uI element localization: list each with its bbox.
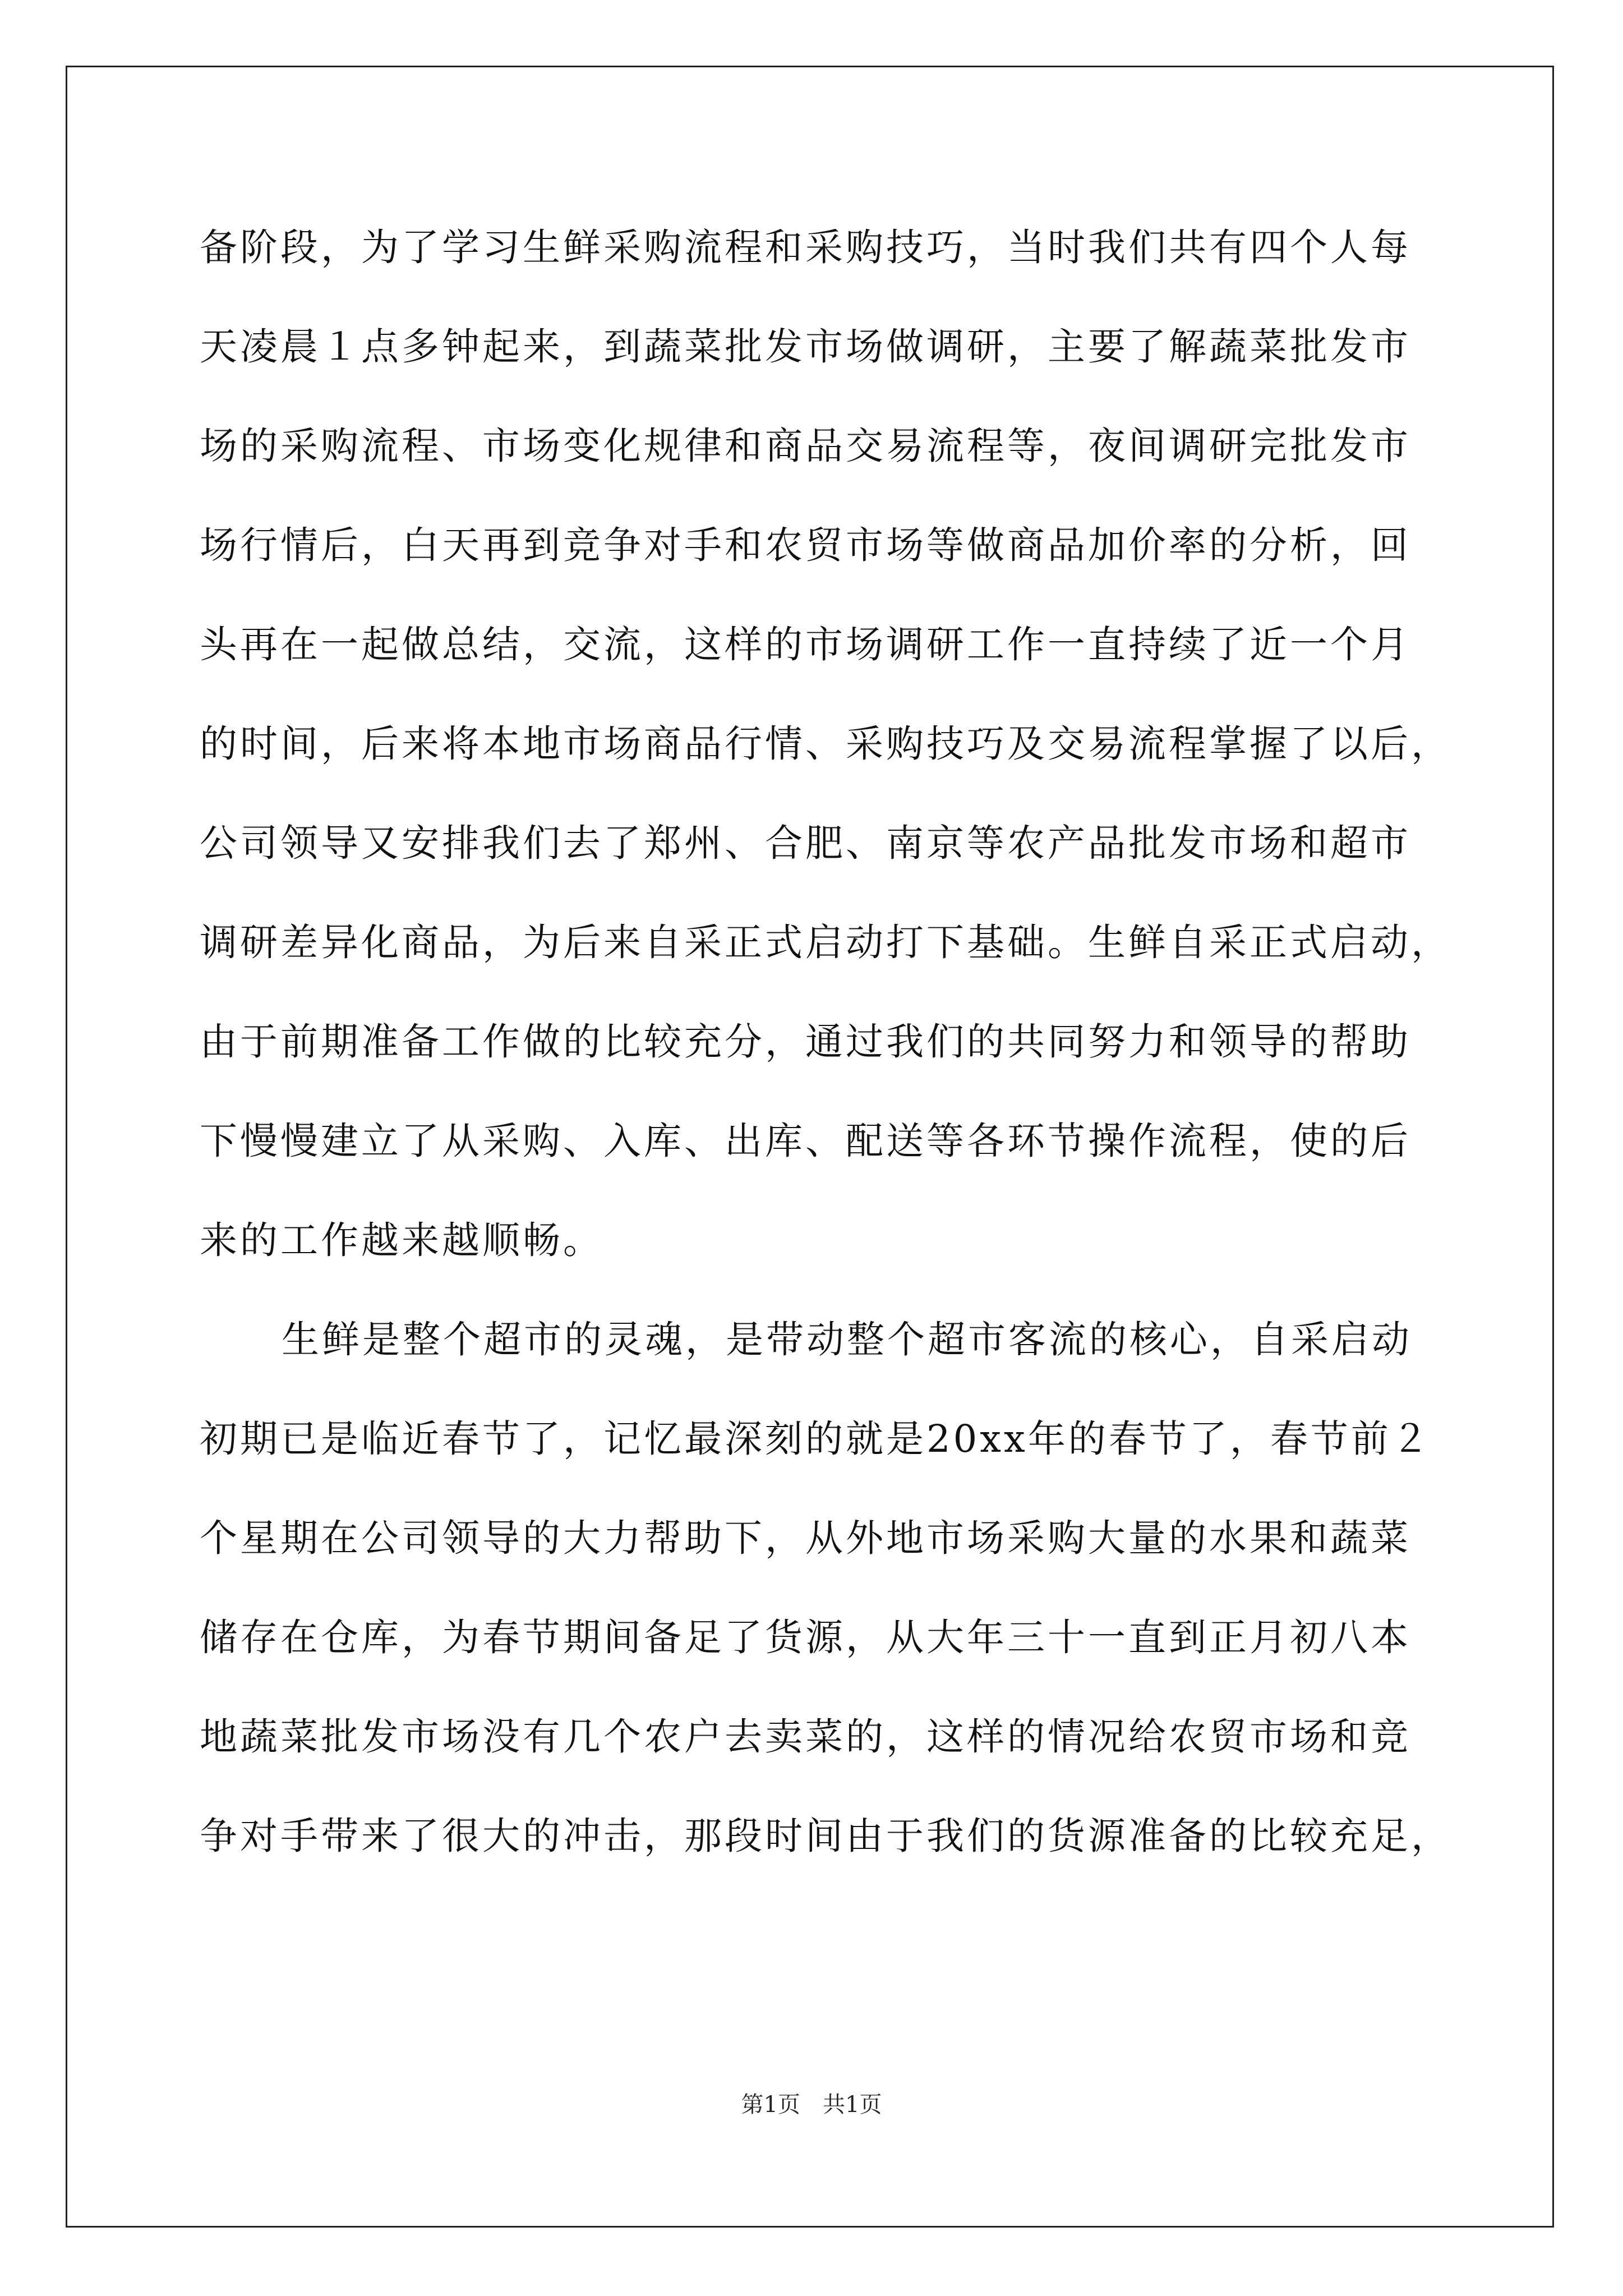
page-number-footer: 第1页 共1页 [741,2092,882,2118]
text-line: 争对手带来了很大的冲击，那段时间由于我们的货源准备的比较充足， [200,1814,1451,1858]
document-body [200,208,1451,1895]
text-line: 个星期在公司领导的大力帮助下，从外地市场采购大量的水果和蔬菜 [200,1516,1411,1560]
text-line: 地蔬菜批发市场没有几个农户去卖菜的，这样的情况给农贸市场和竞 [200,1715,1411,1759]
text-line: 场行情后，白天再到竞争对手和农贸市场等做商品加价率的分析，回 [200,523,1411,567]
text-line: 来的工作越来越顺畅。 [200,1218,603,1262]
text-line: 调研差异化商品，为后来自采正式启动打下基础。生鲜自采正式启动， [200,921,1451,964]
text-line: 备阶段，为了学习生鲜采购流程和采购技巧，当时我们共有四个人每 [200,226,1411,269]
text-line: 天凌晨１点多钟起来，到蔬菜批发市场做调研，主要了解蔬菜批发市 [200,325,1411,369]
text-line: 储存在仓库，为春节期间备足了货源，从大年三十一直到正月初八本 [200,1616,1411,1659]
text-line: 的时间，后来将本地市场商品行情、采购技巧及交易流程掌握了以后， [200,722,1451,766]
text-line: 由于前期准备工作做的比较充分，通过我们的共同努力和领导的帮助 [200,1020,1411,1064]
text-line: 初期已是临近春节了，记忆最深刻的就是20xx年的春节了，春节前２ [200,1417,1432,1461]
paragraph-first-line: 生鲜是整个超市的灵魂，是带动整个超市客流的核心，自采启动 [282,1318,1412,1361]
text-line: 公司领导又安排我们去了郑州、合肥、南京等农产品批发市场和超市 [200,821,1411,865]
text-line: 下慢慢建立了从采购、入库、出库、配送等各环节操作流程，使的后 [200,1119,1411,1163]
text-line: 场的采购流程、市场变化规律和商品交易流程等，夜间调研完批发市 [200,424,1411,468]
text-line: 头再在一起做总结，交流，这样的市场调研工作一直持续了近一个月 [200,623,1411,666]
